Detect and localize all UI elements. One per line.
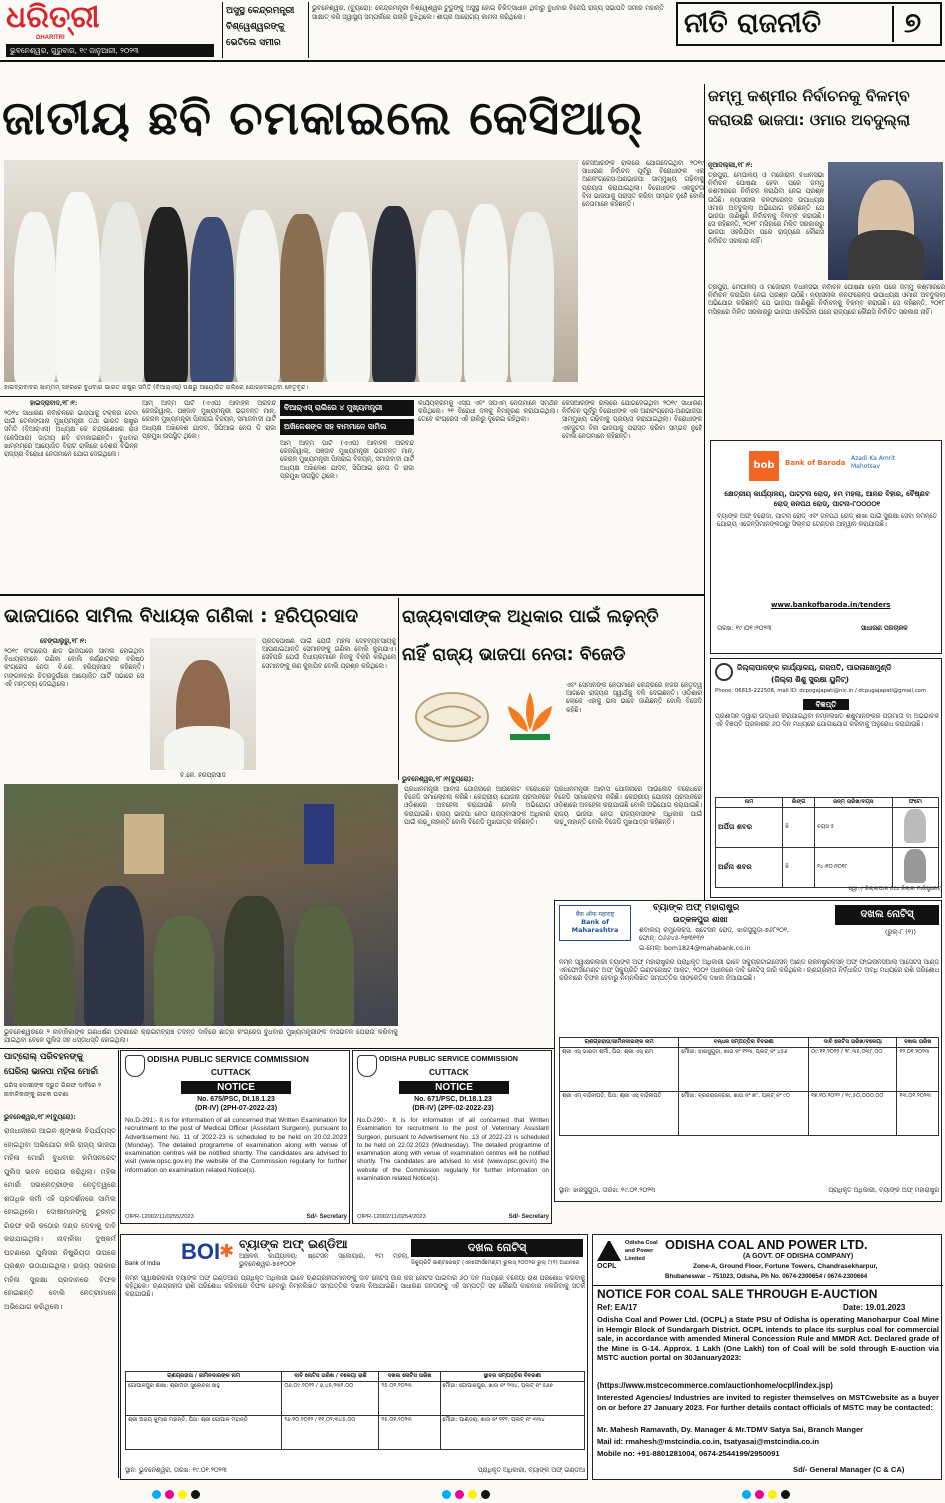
child-col-header: ଜନ୍ମ ତାରିଖ/ବୟସ: [815, 798, 893, 808]
ocpl-url[interactable]: (https://www.mstcecommerce.com/auctionhome/ocpl/index.jsp): [597, 1381, 833, 1390]
mahabank-col-header: ଦଖଲ ତାରିଖ: [897, 1038, 939, 1048]
teaser-line: ଭେଟିଲେ ସମୀର: [226, 38, 281, 48]
table-row: [716, 848, 939, 888]
boi-place-date: ସ୍ଥାନ: ଭୁବନେଶ୍ୱର, ତାରିଖ: ୧୯.୦୧.୨୦୨୩: [125, 1467, 227, 1474]
opsc-footer-left: OIPR-12002/11/0254/2023: [357, 1214, 426, 1220]
child-photo: [892, 848, 938, 888]
opsc-notice-label: NOTICE: [399, 1081, 509, 1094]
child-office: ଜିଲ୍ଲାପାଳଙ୍କ କାର୍ଯ୍ୟାଳୟ, ଗଜପତି, ପାରଳାଖେମୁଣ୍ଡି: [737, 663, 892, 672]
mahabank-email: ଇ-ମେଲ୍: bom1824@mahabank.co.in: [639, 945, 751, 952]
child-notice: [710, 658, 942, 898]
mahabank-notice-title: ଦଖଲ ନୋଟିସ୍: [835, 905, 939, 925]
boi-demand: ୦୬.୦୯.୨୦୨୨ / ୬,୪୫,୨୩୧.୦୦: [282, 1382, 379, 1416]
bob-body: ବ୍ୟାଙ୍କ ଅଫ୍ ବରୋଦା, ପାଟନା ରୋଡ୍ ଏବଂ ଜନପଥ ରୋଡ୍ ଶାଖା ପାଇଁ ସୁରକ୍ଷା ସେବା ନିମନ୍ତେ ଯୋଗ୍ୟ ଏଜେନ୍ସିମାନଙ୍କଠାରୁ ସିଲ୍‌ବନ୍ଦ ଟେଣ୍ଡର ଆହ୍ୱାନ କରାଯାଉଛି।: [717, 513, 937, 529]
boi-notice: [120, 1234, 588, 1480]
hari-body: ୨୦୧୯ କଂଗ୍ରେସ ଛାଡ଼ି ଭାଜପାରେ ସାମିଲ ହୋଇଥିବା ବିଧାୟକମାନେ ଗଣିକା ବୋଲି କର୍ଣ୍ଣାଟକର ବରିଷ୍ଠ କଂଗ୍ରେସ ନେତା ବି.କେ. ହରିପ୍ରସାଦ କହିଛନ୍ତି। ମଙ୍ଗଳବାର ଚିତ୍ରଦୁର୍ଗରେ ଆୟୋଜିତ ପାର୍ଟି ସଭାରେ ସେ ଏହି ମନ୍ତବ୍ୟ ଦେଇଥିଲେ।: [4, 648, 144, 688]
teaser-headline: [226, 3, 306, 51]
mahabank-place-date: ସ୍ଥାନ: ଝାରସୁଗୁଡ଼ା, ତାରିଖ: ୧୯.୦୧.୨୦୨୩: [559, 1187, 656, 1194]
mahabank-address: ଶିବାଲୟ କମ୍ପ୍ଲେକ୍ସ, ଷ୍ଟେସନ ରୋଡ୍, ଝାରସୁଗୁଡ଼ା-୭୬୮୨୦୧, ଫୋନ୍: ୦୬୬୪୫-୨୭୩୧୩୨: [639, 927, 789, 943]
highlight-1: ବିଆର୍‌ଏସ୍ ରାଲିରେ ୪ ମୁଖ୍ୟମନ୍ତ୍ରୀ: [280, 400, 414, 416]
omar-dateline: ନୂଆଦିଲ୍ଲୀ,୧୮।୧:: [708, 162, 753, 169]
lead-col4b: କେସିଆରଙ୍କ ରାଲିରେ ଯୋଗଦେଇଥିବା ୨୦୧୯ ସାଧାରଣ ନିର୍ବାଚନ ପୂର୍ବରୁ ବିରୋଧୀଙ୍କ ଏକ ଅଣକଂଗ୍ରେସ-ଅଣଭାଜପା ସାମ୍ମୁଖ୍ୟ ଗଢ଼ିବାକୁ ପ୍ରୟାସ କରାଯାଇଥିଲା। ବିରୋଧୀଙ୍କ ଏକଜୁଟତା ବିନା ଭାଜପାକୁ ପରାସ୍ତ କରିବା ସମ୍ଭବ ନୁହେଁ ବୋଲି ନେତାମାନେ କହିଛନ୍ତି।: [562, 400, 702, 440]
masthead: [0, 0, 945, 84]
bob-logo: bob: [749, 451, 779, 481]
boi-borrower: ଗୋପାଳପୁର ଶାଖା: ଶ୍ରୀମତୀ ସୁଲୋଚନା ସାହୁ: [126, 1382, 282, 1416]
lead-highlights: [280, 400, 414, 435]
boi-property: ମୌଜା: ଗୋପାଳପୁର, ଖାତା ନଂ ୨୩୪, ପ୍ଲଟ୍ ନଂ ୫୬୭: [440, 1382, 584, 1416]
mahabank-logo: [559, 905, 631, 941]
bjd-headline-1: ରାଜ୍ୟବାସୀଙ୍କ ଅଧିକାର ପାଇଁ ଲଢ଼ନ୍ତି: [402, 607, 659, 627]
boi-logo-sub: Bank of India: [125, 1261, 161, 1267]
odisha-emblem-icon: [715, 663, 733, 681]
mahabank-date: ୧୨.୦୧.୨୦୨୩: [897, 1048, 939, 1092]
bob-office: କ୍ଷେତ୍ରୀୟ କାର୍ଯ୍ୟାଳୟ, ପାଟ୍ଟନା ରୋଡ୍, ୫ମ ମହଲା, ଆନନ୍ଦ ବିହାର, ବୈଷ୍ଣବ ରୋଡ୍ ଜନପଥ ରୋଡ୍, ପାଟନା-୮୦୦୦୦୧: [724, 490, 930, 508]
opsc-title: ODISHA PUBLIC SERVICE COMMISSION: [379, 1054, 518, 1063]
lead-headline: ଜାତୀୟ ଛବି ଚମକାଇଲେ କେସିଆର୍: [2, 91, 644, 146]
opsc-body: No.D-291:- It is for information of all concerned that Written Examination for recruitment to the post of Medical Officer (Assistant Surgeon), pursuant to Advertisement No. 11 of 2022-23 is scheduled to be held on 20.02.2023 (Monday). The detailed programme of examination along with venue of examination centres will be notified shortly. The candidates are advised to visit (www.opsc.gov.in) the website of the Commission regularly for further information on examination related Notice(s).: [125, 1117, 347, 1174]
opsc-code: (DR-IV) (2PF-02-2022-23): [412, 1105, 494, 1112]
omar-headline-2: କରାଉଛି ଭାଜପା: ଓମାର ଅବଦୁଲ୍ଲା: [708, 111, 911, 129]
teaser-line: ଅସୁସ୍ଥ କେନ୍ଦ୍ରମନ୍ତ୍ରୀ: [226, 6, 295, 16]
child-sex: ଝି: [783, 808, 815, 848]
bob-date: ତାରିଖ: ୧୯।୦୧।୨୦୨୩: [717, 625, 772, 632]
opsc-notice-2: [352, 1050, 552, 1224]
mahila-headline-2: ଘେରିଲା ଭାଜପା ମହିଳା ମୋର୍ଚ୍ଚା: [4, 1066, 98, 1076]
bob-sign: ସାଧାରଣ ପରିଚାଳକ: [861, 625, 908, 632]
table-row: [716, 808, 939, 848]
lead-col2b: ଆମ୍‌ ଆଦ୍‌ମି ପାର୍ଟି (ଏଏପି) ଆବାହକ ଅରବିନ୍ଦ କେଜରିୱାଲ୍, ପଞ୍ଜାବ ମୁଖ୍ୟମନ୍ତ୍ରୀ ଭଗବନ୍ତ ମାନ୍, କେରଳ ମୁଖ୍ୟମନ୍ତ୍ରୀ ପିନାରାଇ ବିଜୟନ୍, ସମାଜବାଦୀ ପାର୍ଟି ଅଧ୍ୟକ୍ଷ ଅଖିଳେଶ ଯାଦବ, ସିପିଆଇ ନେତା ଡି ରାଜା ପ୍ରମୁଖ ଉପସ୍ଥିତ ଥିଲେ।: [280, 440, 414, 480]
bob-website[interactable]: www.bankofbaroda.in/tenders: [771, 601, 891, 609]
boi-col-header: ସ୍ଥାବର ସମ୍ପତ୍ତିର ବିବରଣୀ: [440, 1372, 584, 1382]
opsc-ref: No. 671/PSC, Dt.18.1.23: [414, 1096, 492, 1103]
hari-photo: [150, 638, 256, 770]
registration-marks: [0, 1484, 945, 1497]
opsc-ref: No. 675/PSC, Dt.18.1.23: [197, 1096, 275, 1103]
omar-body: ତ୍ରିପୁରା, ମେଘାଳୟ ଓ ମିଜୋରାମ ବିଧାନସଭା ନିର୍ବାଚନ ଘୋଷଣା ହେବା ପରେ ଜମ୍ମୁ କଶ୍ମୀରରେ ନିର୍ବାଚନ କରାଯିବା ନେଇ ପ୍ରଶ୍ନ ଉଠିଛି। ନ୍ୟାସନାଲ କନଫରେନ୍ସ ଉପାଧ୍ୟକ୍ଷ ଓମାର ଅବଦୁଲ୍ଲା ଅଭିଯୋଗ କରିଛନ୍ତି ଯେ ଭାଜପା ଜାଣିଶୁଣି ନିର୍ବାଚନକୁ ବିଳମ୍ବ କରାଉଛି। ସେ କହିଛନ୍ତି, ୨୦୧୮ ମସିହାରେ ମିଳିତ ସରକାରରୁ ଭାଜପା ଓହରିଯିବା ପରେ ରାଜ୍ୟରେ କୌଣସି ନିର୍ବାଚିତ ସରକାର ନାହିଁ।: [708, 172, 824, 245]
table-row: [126, 1382, 585, 1416]
ocpl-ref: Ref: EA/17: [597, 1303, 638, 1312]
boi-table: [125, 1371, 585, 1450]
ocpl-body: Odisha Coal and Power Ltd. (OCPL) a State PSU of Odisha is operating Manoharpur Coal Mine in Hemgir Block of Sundargarh District. OCPL intends to place its surplus coal for commercial sale, in accordance with amended Mineral Concession Rule and MMDR Act. Declared grade of the Mine is G-14. Approx. 1 Lakh (One Lakh) ton of Coal will be sold through E-auction via MSTC auction portal on 30January2023:: [597, 1315, 939, 1363]
boi-logo: [125, 1239, 233, 1273]
protest-photo: [4, 784, 398, 1026]
lead-col1: ୨୦୨୪ ସାଧାରଣ ନିର୍ବାଚନରେ ଭାଜପାକୁ ଟକ୍କର ଦେବା ପାଇଁ ତେଲଙ୍ଗାନା ମୁଖ୍ୟମନ୍ତ୍ରୀ ତଥା ଭାରତ ରାଷ୍ଟ୍ର ସମିତି (ବିଆର୍‌ଏସ୍) ଅଧ୍ୟକ୍ଷ କେ ଚନ୍ଦ୍ରଶେଖର ରାଓ (କେସିଆର) ଜାତୀୟ ଛବି ଚମକାଇଛନ୍ତି। ବୁଧବାର ଖାମ୍ମମ୍‌ରେ ଆୟୋଜିତ ବିରାଟ ରାଲିରେ ଦେଶର ବିଭିନ୍ନ ରାଜ୍ୟର ବିରୋଧୀ ନେତାମାନେ ଯୋଗ ଦେଇଥିଲେ।: [4, 410, 138, 459]
opsc-emblem-icon: [125, 1055, 145, 1077]
child-photo: [892, 808, 938, 848]
ocpl-title: ODISHA COAL AND POWER LTD.: [665, 1237, 868, 1252]
mahabank-notice: [554, 900, 942, 1202]
omar-photo: [828, 162, 943, 280]
lead-col2: ଆମ୍‌ ଆଦ୍‌ମି ପାର୍ଟି (ଏଏପି) ଆବାହକ ଅରବିନ୍ଦ କେଜରିୱାଲ୍, ପଞ୍ଜାବ ମୁଖ୍ୟମନ୍ତ୍ରୀ ଭଗବନ୍ତ ମାନ୍, କେରଳ ମୁଖ୍ୟମନ୍ତ୍ରୀ ପିନାରାଇ ବିଜୟନ୍, ସମାଜବାଦୀ ପାର୍ଟି ଅଧ୍ୟକ୍ଷ ଅଖିଳେଶ ଯାଦବ, ସିପିଆଇ ନେତା ଡି ରାଜା ପ୍ରମୁଖ ଉପସ୍ଥିତ ଥିଲେ।: [142, 400, 276, 440]
child-table: [715, 797, 939, 888]
opsc-notice-label: NOTICE: [181, 1081, 291, 1094]
mahila-sub: ପରିସ ଦୋଷୀଙ୍କ ଦ୍ରୁତ ଗିରଫ ଦାବିରେ ୨ ନାବାଳିକାଙ୍କୁ ଜୀଚକ ଘଟଣା: [4, 1082, 102, 1098]
opsc-city: CUTTACK: [211, 1067, 251, 1077]
hari-dateline: ବେଙ୍ଗାଲୁରୁ,୧୮।୧:: [40, 638, 87, 645]
boi-office: ଆଞ୍ଚଳିକ କାର୍ଯ୍ୟାଳୟ: ଷ୍ଟେସନ ସ୍କୋୟାର, ୧ମ ମହଲା, ଭୁବନେଶ୍ୱର-୭୫୧୦୦୧: [239, 1253, 409, 1269]
child-notice-label: ବିଜ୍ଞପ୍ତି: [803, 699, 849, 710]
bob-azadi: Azadi Ka Amrit Mahotsav: [851, 455, 896, 470]
opsc-body: No.D-290:- It is for information of all concerned that Written Examination for recruitment to the post of Veterinary Assistant Surgeon, pursuant to Advertisement No. 13 of 2022-23 is scheduled to be held on 22.02.2023 (Wednesday). The detailed programme of examination along with venue of examination centres will be notified shortly. The candidates are advised to visit (www.opsc.gov.in) the website of the Commission regularly for further information on examination related Notice(s).: [357, 1117, 549, 1183]
mahila-body: ରାଜଧାନୀରେ ଆଇନ ଶୃଙ୍ଖଳା ବିପର୍ଯ୍ୟସ୍ତ ହୋଇଥିବା ଅଭିଯୋଗ କରି ରାଜ୍ୟ ଭାଜପା ମହିଳା ମୋର୍ଚ୍ଚା ବୁଧବାର କମିସନରେଟ୍ ପୁଲିସ ଭବନ ଘେରାଉ କରିଥିଲା। ମହିଳା ମୋର୍ଚ୍ଚା ସଭାନେତ୍ରୀଙ୍କ ନେତୃତ୍ୱରେ ଶତାଧିକ କର୍ମୀ ଏହି ପ୍ରଦର୍ଶନରେ ସାମିଲ ହୋଇଥିଲେ। ଦୋଷୀମାନଙ୍କୁ ତୁରନ୍ତ ଗିରଫ କରି କଠୋର ଦଣ୍ଡ ଦେବାକୁ ଦାବି କରାଯାଇଥିଲା। ନାବାଳିକା ଦୁଷ୍କର୍ମ ଘଟଣାରେ ପୁଲିସର ନିଷ୍କ୍ରିୟତା ଉପରେ ପ୍ରଶ୍ନ ଉଠାଯାଇଥିଲା। ରାଜ୍ୟ ସରକାର ମହିଳା ସୁରକ୍ଷା ପ୍ରଦାନରେ ବିଫଳ ହୋଇଛନ୍ତି ବୋଲି ନେତ୍ରୀମାନେ ଅଭିଯୋଗ କରିଥିଲେ।: [4, 1126, 116, 1311]
opsc-city: CUTTACK: [429, 1067, 469, 1077]
mahabank-sign: ପ୍ରାଧିକୃତ ଅଧିକାରୀ, ବ୍ୟାଙ୍କ ଅଫ୍ ମହାରାଷ୍ଟ୍ର: [828, 1187, 939, 1194]
mahabank-table: [559, 1037, 939, 1136]
lead-col4: କେସିଆରଙ୍କ ରାଲିରେ ଯୋଗଦେଇଥିବା ୨୦୧୯ ସାଧାରଣ ନିର୍ବାଚନ ପୂର୍ବରୁ ବିରୋଧୀଙ୍କ ଏକ ଅଣକଂଗ୍ରେସ-ଅଣଭାଜପା ସାମ୍ମୁଖ୍ୟ ଗଢ଼ିବାକୁ ପ୍ରୟାସ କରାଯାଇଥିଲା। ବିରୋଧୀଙ୍କ ଏକଜୁଟତା ବିନା ଭାଜପାକୁ ପରାସ୍ତ କରିବା ସମ୍ଭବ ନୁହେଁ ବୋଲି ନେତାମାନେ କହିଛନ୍ତି।: [582, 160, 704, 209]
omar-body-cont: ତ୍ରିପୁରା, ମେଘାଳୟ ଓ ମିଜୋରାମ ବିଧାନସଭା ନିର୍ବାଚନ ଘୋଷଣା ହେବା ପରେ ଜମ୍ମୁ କଶ୍ମୀରରେ ନିର୍ବାଚନ କରାଯିବା ନେଇ ପ୍ରଶ୍ନ ଉଠିଛି। ନ୍ୟାସନାଲ କନଫରେନ୍ସ ଉପାଧ୍ୟକ୍ଷ ଓମାର ଅବଦୁଲ୍ଲା ଅଭିଯୋଗ କରିଛନ୍ତି ଯେ ଭାଜପା ଜାଣିଶୁଣି ନିର୍ବାଚନକୁ ବିଳମ୍ବ କରାଉଛି। ସେ କହିଛନ୍ତି, ୨୦୧୮ ମସିହାରେ ମିଳିତ ସରକାରରୁ ଭାଜପା ଓହରିଯିବା ପରେ ରାଜ୍ୟରେ କୌଣସି ନିର୍ବାଚିତ ସରକାର ନାହିଁ।: [708, 284, 945, 316]
omar-story: [708, 84, 945, 434]
mahabank-col-header: ଋଣଗ୍ରହୀତା/ଜାମିନଦାରଙ୍କ ନାମ: [560, 1038, 679, 1048]
bjd-body1-cont: ପ୍ରଧାନମନ୍ତ୍ରୀ ଆବାସ ଯୋଜନାରେ ଆଉକୋଟି ବିରୋଧରେ ବିଜେଡି ସମାଲୋଚନା କରିଛି। କେନ୍ଦ୍ରୀୟ ଯୋଜନା ପ୍ରଦାନରେ ଓଡ଼ିଶାରେ ଅବହେଳା କରାଯାଉଛି ବୋଲି ଅଭିଯୋଗ କରାଯାଇଛି। ରାଜ୍ୟ ଭାଜପା ନେତା ରାଜ୍ୟବାସୀଙ୍କ ଅଧିକାର ପାଇଁ ଲଢ଼ୁନାହାନ୍ତି ବୋଲି ବିଜେଡି ମୁଖପାତ୍ର କହିଛନ୍ତି।: [554, 786, 702, 826]
child-sex: ଝି: [783, 848, 815, 888]
ocpl-logo: OCPL: [597, 1263, 617, 1270]
protest-caption: ଭୁବନେଶ୍ୱରରେ ୨ ନାବାଳିକାଙ୍କ ଗଣଧର୍ଷଣ ଘଟଣାରେ କ୍ରାଇମବ୍ରାଞ୍ଚ ତଦନ୍ତ ଦାବିରେ ଛାତ୍ର କଂଗ୍ରେସ ବୁଧବାର ମୁଖ୍ୟମନ୍ତ୍ରୀଙ୍କ ବାସଭବନ ଘେରାଉ କରିବାକୁ ଯାଇଥିବା ବେଳେ ପୁଲିସ ସହ ଧସ୍ତାଧସ୍ତି ହୋଇଥିଲା।: [4, 1028, 398, 1045]
dateline-bar: ଭୁବନେଶ୍ୱର, ଗୁରୁବାର, ୧୯ ଜାନୁଆରୀ, ୨୦୨୩: [6, 44, 214, 57]
ocpl-contact: Mr. Mahesh Ramavath, Dy. Manager & Mr.TDMV Satya Sai, Branch Manger: [597, 1425, 864, 1434]
child-dob: ବୟସ ୫: [815, 808, 893, 848]
bjd-headline: [402, 598, 702, 678]
child-body: ପ୍ରଶାସନ ଦ୍ୱାରା ଉଦ୍ଧାର କରାଯାଇଥିବା ନିମ୍ନଲିଖିତ ଶିଶୁମାନଙ୍କର ପିତାମାତା ବା ଅଭିଭାବକ ଏହି ବିଜ୍ଞପ୍ତି ପ୍ରକାଶର ୬୦ ଦିନ ମଧ୍ୟରେ ଯୋଗାଯୋଗ କରିବାକୁ ଅନୁରୋଧ କରାଯାଉଛି।: [715, 713, 939, 729]
logo-sub: DHARITRI: [36, 35, 65, 41]
ocpl-mail: Mail id: rmahesh@mstcindia.co.in, tsatyasai@mstcindia.co.in: [597, 1437, 820, 1446]
ocpl-mobile: Mobile no: +91-8801281004, 0674-2544199/2950091: [597, 1449, 780, 1458]
lead-dateline: ହାଇଦ୍ରାବାଦ,୧୮।୧:: [30, 400, 78, 407]
ocpl-address2: Bhubaneswar – 751023, Odisha, Ph No. 0674-2300654 / 0674-2300664: [665, 1273, 868, 1280]
boi-demand: ୨୬.୧୦.୨୦୨୨ / ୧୧,୦୨,୩୪୫.୦୦: [282, 1416, 379, 1450]
omar-headline-1: ଜମ୍ମୁ କଶ୍ମୀର ନିର୍ବାଚନକୁ ବିଳମ୍ବ: [708, 87, 910, 105]
boi-logo-text: BOI: [181, 1239, 221, 1264]
mahabank-title: ବ୍ୟାଙ୍କ ଅଫ୍ ମହାରାଷ୍ଟ୍ର: [653, 903, 740, 913]
bob-bank-name: Bank of Baroda: [785, 459, 846, 467]
opsc-notice-1: [120, 1050, 350, 1224]
mahabank-date: ୧୩.୦୧.୨୦୨୩: [897, 1092, 939, 1136]
mahabank-borrower: ଶ୍ରୀ ଏମ୍ ବାହିନୀପତି, ପିତା: ଶ୍ରୀ ଏସ୍ ବାହିନୀପତି: [560, 1092, 679, 1136]
boi-notice-title: ଦଖଲ ନୋଟିସ୍: [411, 1239, 583, 1257]
lead-photo: [4, 160, 578, 382]
bjd-body1: ପ୍ରଧାନମନ୍ତ୍ରୀ ଆବାସ ଯୋଜନାରେ ଆଉକୋଟି ବିରୋଧରେ ବିଜେଡି ସମାଲୋଚନା କରିଛି। କେନ୍ଦ୍ରୀୟ ଯୋଜନା ପ୍ରଦାନରେ ଓଡ଼ିଶାରେ ଅବହେଳା କରାଯାଉଛି ବୋଲି ଅଭିଯୋଗ କରାଯାଇଛି। ରାଜ୍ୟ ଭାଜପା ନେତା ରାଜ୍ୟବାସୀଙ୍କ ଅଧିକାର ପାଇଁ ଲଢ଼ୁନାହାନ୍ତି ବୋଲି ବିଜେଡି ମୁଖପାତ୍ର କହିଛନ୍ତି।: [404, 786, 550, 826]
mahila-headline: [4, 1050, 116, 1099]
opsc-footer-left: OIPR-12002/11/0255/2023: [125, 1214, 194, 1220]
boi-borrower: ଶ୍ରୀ ଅଜୟ କୁମାର ମହାନ୍ତି, ପିତା: ଶ୍ରୀ ଗୋପାଳ ମହାନ୍ତି: [126, 1416, 282, 1450]
table-row: [126, 1416, 585, 1450]
teaser-line: ବିଶ୍ୱେଶ୍ୱରଙ୍କୁ: [226, 22, 285, 32]
boi-body: ନିମ୍ନ ସ୍ୱାକ୍ଷରକାରୀ ବ୍ୟାଙ୍କ ଅଫ୍ ଇଣ୍ଡିଆର ପ୍ରାଧିକୃତ ଅଧିକାରୀ ଭାବେ ଋଣଗ୍ରହୀତାମାନଙ୍କୁ ଦାବି ନୋଟିସ୍ ଜାରି କରି ନୋଟିସ ପାଇବାର ୬୦ ଦିନ ମଧ୍ୟରେ ବକେୟା ରାଶି ପରିଶୋଧ କରିବାକୁ କହିଥିଲେ। ଋଣଗ୍ରହୀତା ରାଶି ପରିଶୋଧ କରିବାରେ ବିଫଳ ହେବାରୁ ନିମ୍ନଲିଖିତ ସମ୍ପତ୍ତିର ଦଖଲ ନିଆଯାଇଛି। ସାଧାରଣ ଜନତାଙ୍କୁ ଏହି ସମ୍ପତ୍ତି ସହ କୌଣସି କାରବାର ନକରିବାକୁ ସତର୍କ କରାଯାଉଛି।: [125, 1275, 585, 1299]
child-unit: (ଜିଲ୍ଲା ଶିଶୁ ସୁରକ୍ଷା ୟୁନିଟ୍): [771, 675, 849, 684]
mahabank-body: ନିମ୍ନ ସ୍ୱାକ୍ଷରକାରୀ ବ୍ୟାଙ୍କ ଅଫ୍ ମହାରାଷ୍ଟ୍ରର ପ୍ରାଧିକୃତ ଅଧିକାରୀ ଭାବେ ସିକ୍ୟୁରିଟାଇଜେସନ୍ ଆଣ୍ଡ ରିକନଷ୍ଟ୍ରକ୍ସନ୍ ଅଫ୍ ଫାଇନାନସିଆଲ୍ ଆସେଟସ୍ ଆଣ୍ଡ ଏନଫୋର୍ସମେଣ୍ଟ ଅଫ୍ ସିକ୍ୟୁରିଟି ଇଣ୍ଟରେଷ୍ଟ ଆକ୍ଟ, ୨୦୦୨ ଅଧୀନରେ ଦାବି ନୋଟିସ୍ ଜାରି କରିଥିଲେ। ଋଣଗ୍ରହୀତା ନିର୍ଦ୍ଧାରିତ ଅବଧି ମଧ୍ୟରେ ରାଶି ପରିଶୋଧ କରିବାରେ ବିଫଳ ହେବାରୁ ନିମ୍ନଲିଖିତ ସମ୍ପତ୍ତିର ସାଙ୍କେତିକ ଦଖଲ ନିଆଯାଇଛି।: [559, 959, 939, 983]
table-row: [560, 1048, 939, 1092]
boi-date: ୨୫.୦୧.୨୦୨୩: [379, 1416, 440, 1450]
child-col-header: ନାମ: [716, 798, 783, 808]
bjp-lotus-icon: [500, 684, 560, 748]
opsc-title: ODISHA PUBLIC SERVICE COMMISSION: [147, 1054, 309, 1064]
bjd-headline-2: ନାହିଁ ରାଜ୍ୟ ଭାଜପା ନେତା: ବିଜେଡି: [402, 645, 626, 665]
boi-col-header: ଦଖଲ ନୋଟିସ ତାରିଖ: [379, 1372, 440, 1382]
mahabank-borrower: ଶ୍ରୀ ଏସ୍ ଭାରତୀ ଶର୍ମା, ପିତା: ଶ୍ରୀ ଏସ୍ ରାମ: [560, 1048, 679, 1092]
mahabank-rule: (ରୁଲ୍-୮ (୧)): [885, 929, 916, 936]
mahabank-logo-line2: Bank of Maharashtra: [571, 918, 619, 934]
mahabank-property: ମୌଜା: ଝାରସୁଗୁଡ଼ା, ଖାତା ନଂ ୧୨୩, ପ୍ଲଟ୍ ନଂ ୪୫୬: [679, 1048, 809, 1092]
mahila-dateline: ଭୁବନେଶ୍ୱର,୧୮।୧(ବ୍ୟୁରୋ):: [4, 1114, 76, 1121]
bjd-body2: ଏବଂ ସେମାନଙ୍କ ନେତାମାନେ କେନ୍ଦ୍ରରେ ନିଜର ନେତୃତ୍ୱ ଆଗରେ ରାଜ୍ୟର ସ୍ୱାର୍ଥକୁ ବଳି ଦେଇଛନ୍ତି। ଓଡ଼ିଶାର ଲୋକେ ଏହାକୁ ଭଲ ଭାବେ ଜାଣିଛନ୍ତି ବୋଲି ବିଜେଡି କହିଛି।: [566, 682, 702, 714]
mahabank-logo-line1: बैंक ऑफ महाराष्ट्र: [575, 911, 615, 918]
bjd-conch-icon: [412, 688, 492, 746]
child-contact: Phone: 06815-222508, mail ID: dcpogajapati@nic.in / dcpugajapati@gmail.com: [715, 688, 926, 694]
boi-col-header: ଦାବି ନୋଟିସ ତାରିଖ / ବକେୟା ରାଶି: [282, 1372, 379, 1382]
page-number: ୭: [904, 6, 922, 39]
opsc-footer-right: Sd/- Secretary: [306, 1214, 347, 1220]
ocpl-notice-title: NOTICE FOR COAL SALE THROUGH E-AUCTION: [597, 1287, 878, 1301]
section-title-box: [676, 2, 942, 46]
ocpl-subtitle: (A GOVT. OF ODISHA COMPANY): [743, 1253, 854, 1260]
ocpl-sign: Sd/- General Manager (C & CA): [793, 1465, 905, 1474]
boi-sub: ସିକ୍ୟୁରିଟି ଇଣ୍ଟରେଷ୍ଟ (ଏନଫୋର୍ସମେଣ୍ଟ) ରୁଲସ୍ ୨୦୦୨ର ରୁଲ୍ ୮(୧) ଅଧୀନରେ: [411, 1260, 580, 1266]
bob-ad: [710, 440, 942, 654]
ocpl-date: Date: 19.01.2023: [843, 1303, 906, 1312]
boi-title: ବ୍ୟାଙ୍କ ଅଫ୍ ଇଣ୍ଡିଆ: [239, 1237, 348, 1251]
ocpl-logo-side: Odisha Coal and Power Limited: [625, 1240, 658, 1262]
lead-col3: କାର୍ଯ୍ୟକ୍ରମକୁ ଏସ୍‌ପି ଏବଂ ସିପିଏମ୍ ନେତାମାନେ ସମର୍ଥନ କରିଥିଲେ। ୨୧ ବିରୋଧୀ ଦଳକୁ ନିମନ୍ତ୍ରଣ କରାଯାଇଥିଲା। ତେବେ କଂଗ୍ରେସ ଏହି ରାଲିରୁ ଦୂରେଇ ରହିଥିଲା।: [418, 400, 558, 424]
child-col-header: ଲିଙ୍ଗ: [783, 798, 815, 808]
highlight-2: ଅଖିଳେଶଙ୍କ ସହ ବାମମାନେ ସାମିଲ: [280, 419, 414, 435]
mahabank-col-header: ବନ୍ଧକ ସମ୍ପତ୍ତିର ବିବରଣୀ: [679, 1038, 809, 1048]
lead-photo-caption: ହାଇଦ୍ରାବାଦର ଖାମ୍ମମ୍ ସହରରେ ବୁଧବାର ଭାରତ ରାଷ୍ଟ୍ର ସମିତି (ବିଆର୍‌ଏସ୍) ପକ୍ଷରୁ ଆୟୋଜିତ ରାଲିରେ ଯୋଗଦେଇଥିବା ନେତୃବୃନ୍ଦ।: [4, 384, 309, 391]
boi-col-header: ଋଣଗ୍ରହୀତା / ଜାମିନଦାରଙ୍କ ନାମ: [126, 1372, 282, 1382]
mahila-headline-1: ପାଟ୍ରୋଲ୍ ପରିବହନଙ୍କୁ: [4, 1052, 84, 1062]
ocpl-notice: [592, 1234, 942, 1480]
hari-headline: ଭାଜପାରେ ସାମିଲ ବିଧାୟକ ଗଣିକା : ହରିପ୍ରସାଦ: [4, 605, 359, 627]
mahabank-col-header: ଦାବି ନୋଟିସ ତାରିଖ/ବକେୟା: [809, 1038, 897, 1048]
section-title: ନୀତି ରାଜନୀତି: [684, 8, 822, 39]
teaser-text: ଭୁବନେଶ୍ୱର, (ବ୍ୟୁରୋ): କେନ୍ଦ୍ରମନ୍ତ୍ରୀ ବିଶ୍ୱେଶ୍ୱର ଟୁଡୁଙ୍କୁ ଅସୁସ୍ଥ ହୋଇ ଚିକିତ୍ସାଧୀନ ଥିବାରୁ ବୁଧବାର ବିଜେପି ରାଜ୍ୟ ସଭାପତି ସମୀର ମହାନ୍ତି ସାକ୍ଷାତ୍ କରି ସ୍ୱାସ୍ଥ୍ୟ ସମ୍ପର୍କରେ ପଚାରି ବୁଝିଥିଲେ। ଶୀଘ୍ର ଆରୋଗ୍ୟ କାମନା କରିଥିଲେ।: [312, 4, 664, 21]
mahabank-branch: ଉତ୍କଳପୁର ଶାଖା: [673, 915, 728, 924]
boi-sign: ପ୍ରାଧିକୃତ ଅଧିକାରୀ, ବ୍ୟାଙ୍କ ଅଫ୍ ଇଣ୍ଡିଆ: [477, 1467, 585, 1474]
opsc-code: (DR-IV) (2PH-07-2022-23): [194, 1105, 278, 1112]
child-dob: ୨୪।୧୦।୨୦୧୮: [815, 848, 893, 888]
ocpl-logo-icon: [597, 1239, 621, 1261]
child-col-header: ଫଟୋ: [892, 798, 938, 808]
boi-property: ମୌଜା: ପାଣ୍ଡରା, ଖାତା ନଂ ୧୧୨, ପ୍ଲଟ୍ ନଂ ୩୩୪: [440, 1416, 584, 1450]
ocpl-address: Zone-A, Ground Floor, Fortune Towers, Chandrasekharpur,: [693, 1263, 878, 1270]
bjd-dateline: ଭୁବନେଶ୍ୱର,୧୮।୧(ବ୍ୟୁରୋ):: [402, 776, 474, 783]
mahabank-property: ମୌଜା: ବ୍ରଜରାଜନଗର, ଖାତା ନଂ ୭୮, ପ୍ଲଟ୍ ନଂ ୯୦: [679, 1092, 809, 1136]
boi-date: ୨୫.୦୧.୨୦୨୩: [379, 1382, 440, 1416]
table-row: [560, 1092, 939, 1136]
logo: [6, 2, 106, 42]
hari-photo-caption: ବି.କେ. ହରିପ୍ରସାଦ: [180, 772, 226, 779]
child-name: ଅର୍ଚ୍ଚନା ଶବର: [716, 848, 783, 888]
boi-star-icon: ✱: [219, 1241, 235, 1262]
ocpl-body2: Interested Agencies/ Industries are invited to register themselves on MSTCwebsite as a buyer on or before 27 January 2023. For further details contact officials of MSTC may be contacted:: [597, 1393, 939, 1412]
child-name: ଅର୍ପିତା ଶବର: [716, 808, 783, 848]
opsc-footer-right: Sd/- Secretary: [508, 1214, 549, 1220]
hari-body2: ପ୍ରତିପୋଷଣ ପାଇଁ ଯେଉଁ ମହିଳା ଦେହବ୍ୟବସାୟକୁ ଆପଣାଇଥାନ୍ତି ସେମାନଙ୍କୁ ଗଣିକା ବୋଲି କୁହାଯାଏ। ସେହିପରି ଯେଉଁ ବିଧାୟକମାନେ ନିଜକୁ ବିକ୍ରି କରିଥିଲେ ସେମାନଙ୍କୁ କଣ କୁହାଯିବ ବୋଲି ପ୍ରଶ୍ନ କରିଥିଲେ।: [262, 638, 396, 670]
opsc-emblem-icon: [357, 1055, 377, 1077]
logo-text: ଧରିତ୍ରୀ: [6, 0, 100, 35]
child-sign: ସ୍ୱା:-/ ଜିଲ୍ଲାପାଳ ତଥା ଜିଲ୍ଲା ମାଜିଷ୍ଟ୍ରେଟ୍: [848, 886, 941, 892]
mahabank-demand: ୧୭.୧୦.୨୦୨୨ / ୧୯,୫୦,୦୦୦.୦୦: [809, 1092, 897, 1136]
mahabank-demand: ୦୯.୧୧.୨୦୨୨ / ୨୮,୩୫,୦୩୮.୦୦: [809, 1048, 897, 1092]
